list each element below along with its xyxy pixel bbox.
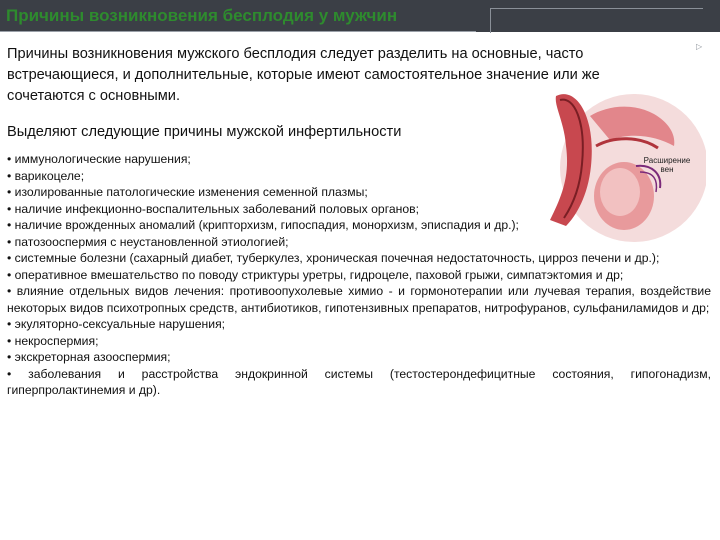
- list-item: • влияние отдельных видов лечения: противоопухолевые химио - и гормонотерапии или лучевая терапия, воздействие некоторых видов психотропных средств, антибиотиков, гипотензивных препаратов, нитрофуранов, сульфаниламидов и др;: [7, 284, 711, 315]
- illustration-label: Расширение вен: [643, 156, 691, 174]
- list-item: • оперативное вмешательство по поводу стриктуры уретры, гидроцеле, паховой грыжи, симпатэктомия и др;: [7, 267, 624, 282]
- list-item: • экскреторная азооспермия;: [7, 350, 171, 364]
- list-item: • иммунологические нарушения;: [7, 152, 191, 166]
- list-item: • системные болезни (сахарный диабет, туберкулез, хроническая почечная недостаточность, цирроз печени и др.);: [7, 251, 660, 265]
- slide-title: Причины возникновения бесплодия у мужчин: [6, 6, 398, 25]
- arrow-right-icon: ▷: [696, 42, 703, 51]
- title-underline: [0, 31, 476, 32]
- intro-paragraph: Причины возникновения мужского бесплодия следует разделить на основные, часто встречающиеся, и дополнительные, которые имеют самостоятельное значение или же сочетаются с основными.: [7, 46, 600, 104]
- list-item: • изолированные патологические изменения семенной плазмы;: [7, 185, 368, 199]
- list-item: • патозооспермия с неустановленной этиологией;: [7, 234, 289, 249]
- list-item: • наличие инфекционно-воспалительных заболеваний половых органов;: [7, 201, 420, 216]
- header-frame-line: [490, 8, 703, 33]
- causes-list: [7, 151, 711, 399]
- list-item: • наличие врожденных аномалий (крипторхизм, гипоспадия, монорхизм, эписпадия и др.);: [7, 218, 519, 232]
- list-heading: Выделяют следующие причины мужской инфертильности: [7, 124, 402, 140]
- list-item: • заболевания и расстройства эндокринной системы (тестостерондефицитные состояния, гипогонадизм, гиперпролактинемия и др).: [7, 366, 711, 397]
- list-item: • варикоцеле;: [7, 168, 85, 183]
- list-item: • экуляторно-сексуальные нарушения;: [7, 317, 226, 331]
- list-item: • некроспермия;: [7, 333, 99, 348]
